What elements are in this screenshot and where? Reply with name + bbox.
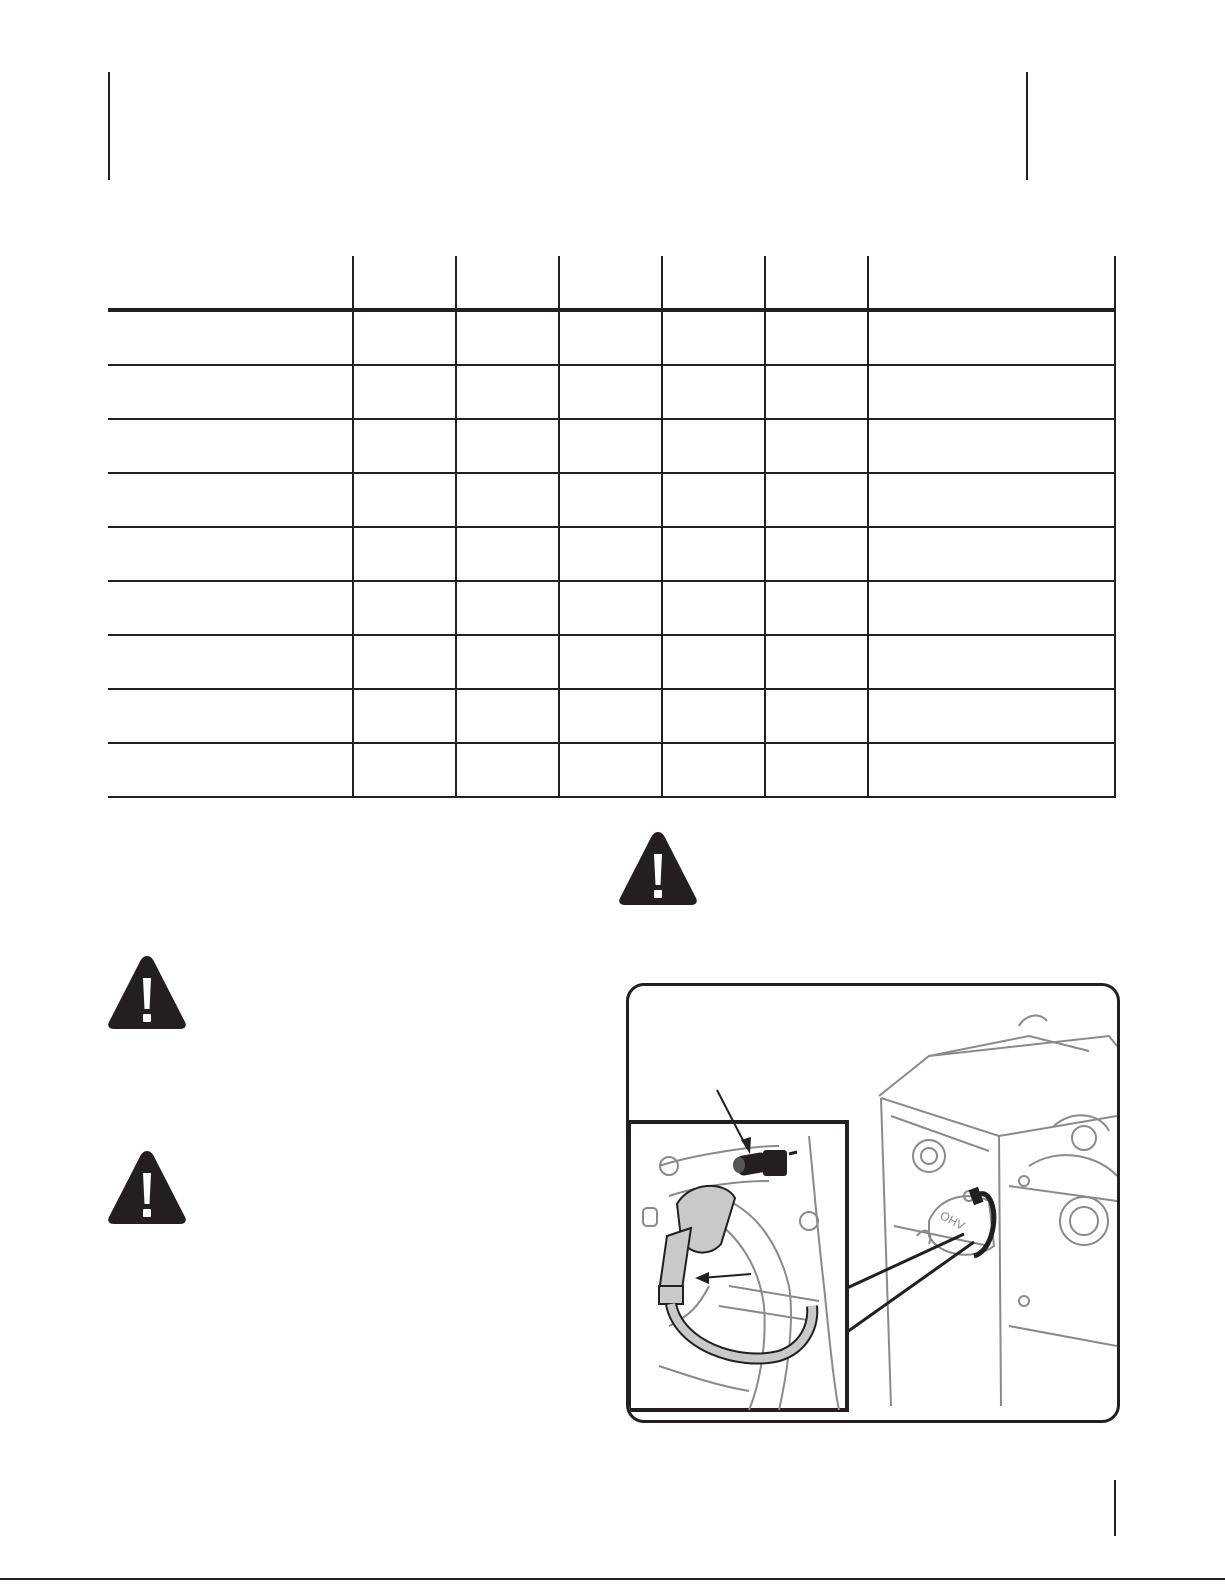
table-row [108, 635, 1115, 689]
table-cell [868, 310, 1115, 365]
table-cell [662, 689, 765, 743]
table-cell [765, 473, 868, 527]
table-cell [353, 689, 456, 743]
table-cell [456, 419, 559, 473]
table-cell [456, 473, 559, 527]
table-header-cell [868, 256, 1115, 310]
table-row [108, 419, 1115, 473]
table-cell [353, 743, 456, 797]
table-cell [353, 473, 456, 527]
left-header-rule [108, 72, 110, 180]
table-row [108, 365, 1115, 419]
footer-rule [0, 1578, 1225, 1580]
table-cell [456, 581, 559, 635]
warning-triangle-icon [617, 828, 699, 908]
table-row [108, 581, 1115, 635]
table-cell [868, 365, 1115, 419]
page-number-rule [1114, 1480, 1116, 1536]
table-cell [559, 689, 662, 743]
table-cell [353, 581, 456, 635]
table-cell [353, 365, 456, 419]
table-cell [559, 581, 662, 635]
engine-illustration [629, 986, 1117, 1420]
table-cell [456, 365, 559, 419]
table-cell [353, 635, 456, 689]
table-row [108, 743, 1115, 797]
table-row [108, 473, 1115, 527]
table-cell [108, 310, 353, 365]
table-cell [765, 635, 868, 689]
table-row [108, 527, 1115, 581]
table-cell [559, 743, 662, 797]
table-cell [108, 689, 353, 743]
table-row [108, 310, 1115, 365]
table-cell [353, 310, 456, 365]
table-cell [662, 473, 765, 527]
table-cell [662, 743, 765, 797]
table-cell [353, 419, 456, 473]
table-cell [108, 581, 353, 635]
table-cell [662, 581, 765, 635]
table-cell [868, 689, 1115, 743]
table-cell [765, 310, 868, 365]
table-header-cell [456, 256, 559, 310]
table-cell [456, 743, 559, 797]
table-cell [108, 743, 353, 797]
table-header-cell [765, 256, 868, 310]
table-cell [868, 419, 1115, 473]
table-header-cell [108, 256, 353, 310]
table-header-cell [353, 256, 456, 310]
table-cell [868, 473, 1115, 527]
maintenance-table [108, 256, 1116, 798]
table-cell [765, 365, 868, 419]
table-cell [559, 527, 662, 581]
table-cell [662, 419, 765, 473]
table-cell [662, 527, 765, 581]
table-cell [868, 527, 1115, 581]
table-cell [353, 527, 456, 581]
table-cell [108, 527, 353, 581]
table-cell [765, 419, 868, 473]
table-cell [559, 365, 662, 419]
warning-triangle-icon [106, 952, 188, 1032]
table-cell [456, 527, 559, 581]
table-cell [765, 581, 868, 635]
table-cell [765, 743, 868, 797]
table-cell [662, 310, 765, 365]
table-row [108, 689, 1115, 743]
engine-badge-text: OHV [937, 1208, 968, 1233]
table-cell [765, 527, 868, 581]
warning-triangle-icon [106, 1147, 188, 1227]
table-cell [765, 689, 868, 743]
right-header-rule [1026, 72, 1028, 180]
table-cell [108, 365, 353, 419]
table-cell [662, 365, 765, 419]
table-cell [868, 581, 1115, 635]
table-cell [559, 419, 662, 473]
table-cell [108, 635, 353, 689]
table-cell [559, 473, 662, 527]
table-cell [108, 419, 353, 473]
table-cell [456, 689, 559, 743]
table-cell [559, 635, 662, 689]
table-header-cell [662, 256, 765, 310]
table-cell [662, 635, 765, 689]
table-cell [868, 635, 1115, 689]
table-cell [559, 310, 662, 365]
table-cell [456, 310, 559, 365]
table-cell [868, 743, 1115, 797]
table-cell [108, 473, 353, 527]
table-cell [456, 635, 559, 689]
table-header-cell [559, 256, 662, 310]
table-header-row [108, 256, 1115, 310]
spark-plug-figure [626, 983, 1120, 1423]
